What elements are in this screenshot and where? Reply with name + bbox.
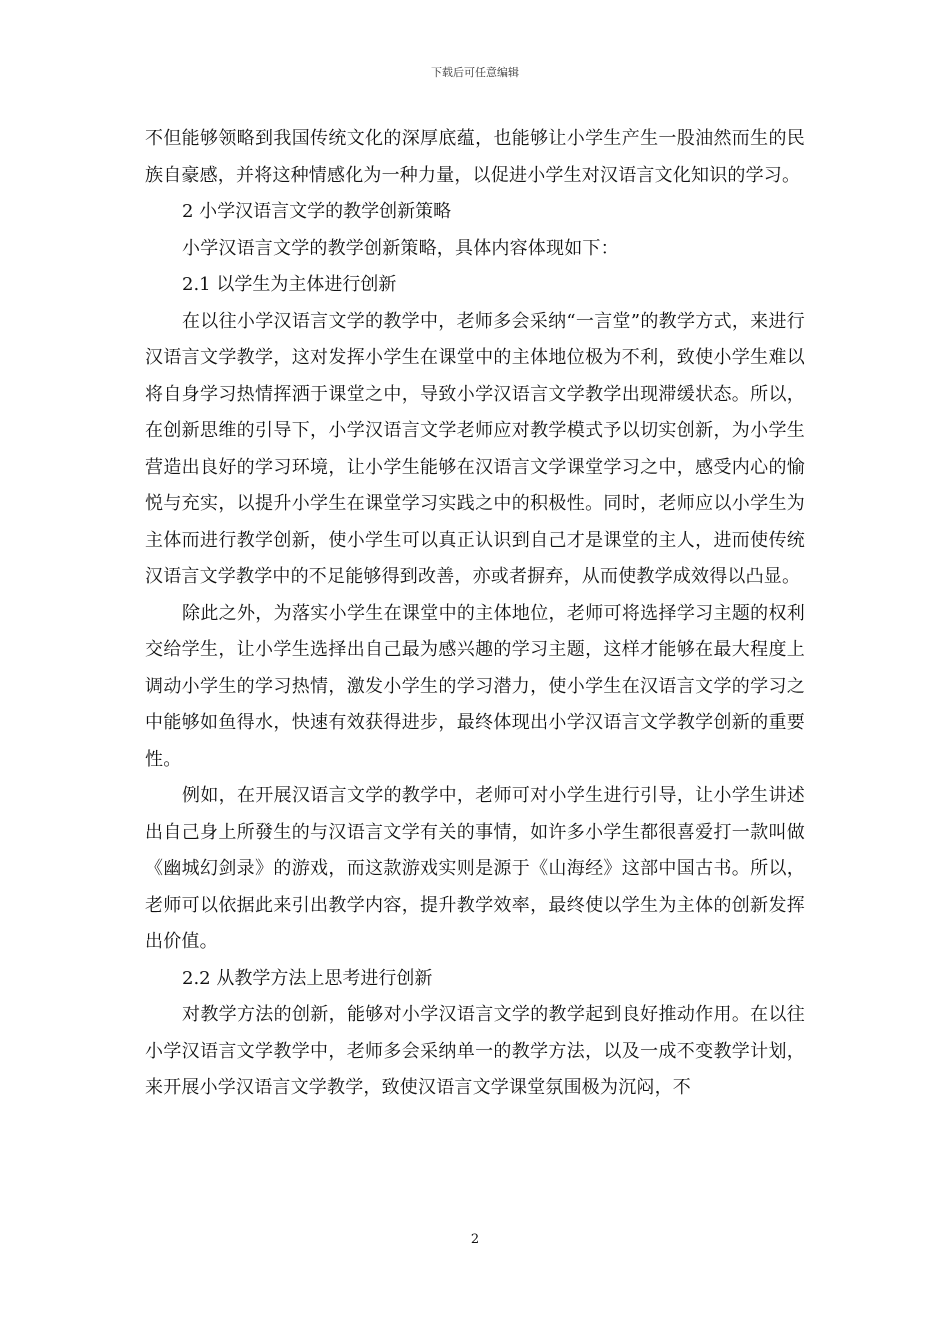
body-paragraph: 除此之外，为落实小学生在课堂中的主体地位，老师可将选择学习主题的权利交给学生，让小学生选择出自己最为感兴趣的学习主题，这样才能够在最大程度上调动小学生的学习热情，激发小学生的学习潜力，使小学生在汉语言文学的学习之中能够如鱼得水，快速有效获得进步，最终体现出小学汉语言文学教学创新的重要性。: [145, 602, 805, 770]
subsection-heading: 2.1 以学生为主体进行创新: [182, 274, 397, 295]
body-paragraph: 在以往小学汉语言文学的教学中，老师多会采纳“一言堂”的教学方式，来进行汉语言文学教学，这对发挥小学生在课堂中的主体地位极为不利，致使小学生难以将自身学习热情挥洒于课堂之中，导致小学汉语言文学教学出现滞缓状态。所以，在创新思维的引导下，小学汉语言文学老师应对教学模式予以切实创新，为小学生营造出良好的学习环境，让小学生能够在汉语言文学课堂学习之中，感受内心的愉悦与充实，以提升小学生在课堂学习实践之中的积极性。同时，老师应以小学生为主体而进行教学创新，使小学生可以真正认识到自己才是课堂的主人，进而使传统汉语言文学教学中的不足能够得到改善，亦或者摒弃，从而使教学成效得以凸显。: [145, 310, 805, 587]
page-header-note: 下载后可任意编辑: [431, 66, 519, 79]
body-paragraph: 对教学方法的创新，能够对小学汉语言文学的教学起到良好推动作用。在以往小学汉语言文学教学中，老师多会采纳单一的教学方法，以及一成不变教学计划，来开展小学汉语言文学教学，致使汉语言文学课堂氛围极为沉闷，不: [145, 1004, 805, 1098]
page-number: 2: [470, 1232, 480, 1247]
body-paragraph: 例如，在开展汉语言文学的教学中，老师可对小学生进行引导，让小学生讲述出自己身上所發生的与汉语言文学有关的事情，如许多小学生都很喜爱打一款叫做《幽城幻剑录》的游戏，而这款游戏实则是源于《山海经》这部中国古书。所以，老师可以依据此来引出教学内容，提升教学效率，最终使以学生为主体的创新发挥出价值。: [145, 785, 805, 952]
document-body: [145, 121, 805, 1107]
section-heading: 2 小学汉语言文学的教学创新策略: [182, 201, 452, 222]
body-paragraph: 不但能够领略到我国传统文化的深厚底蕴，也能够让小学生产生一股油然而生的民族自豪感，并将这种情感化为一种力量，以促进小学生对汉语言文化知识的学习。: [145, 128, 805, 186]
subsection-heading: 2.2 从教学方法上思考进行创新: [182, 967, 433, 989]
body-paragraph: 小学汉语言文学的教学创新策略，具体内容体现如下：: [182, 237, 619, 259]
